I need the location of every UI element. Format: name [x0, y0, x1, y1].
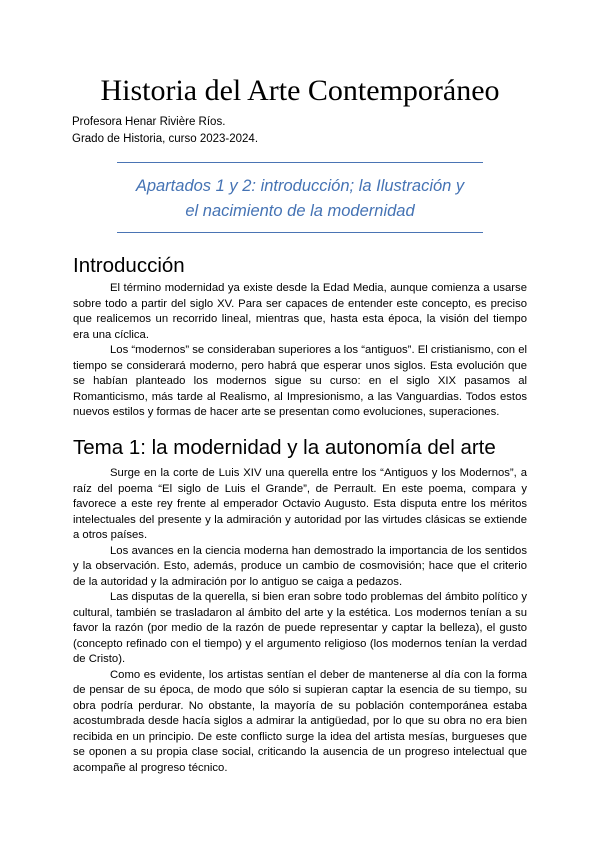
top-divider	[117, 162, 483, 163]
intro-paragraph: El término modernidad ya existe desde la Edad Media, aunque comienza a usarse sobre todo a partir del siglo XV. Para ser capaces de entender este concepto, es preciso que realicemos un recorrido lineal, mientras que, hasta esta época, la visión del tiempo era una cíclica.	[73, 282, 527, 341]
intro-paragraph: Los “modernos” se consideraban superiores a los “antiguos”. El cristianismo, con el tiempo se considerará moderno, pero habrá que esperar unos siglos. Esta evolución que se habían planteado los modernos sigue su curso: en el siglo XIX pasamos al Romanticismo, más tarde al Realismo, al Impresionismo, a las Vanguardias. Todos estos nuevos estilos y formas de hacer arte se presentan como evoluciones, superaciones.	[73, 344, 527, 418]
subtitle-line-1: Apartados 1 y 2: introducción; la Ilustración y	[135, 177, 465, 195]
professor-line: Profesora Henar Rivière Ríos.	[72, 116, 226, 128]
tema1-paragraph: Los avances en la ciencia moderna han demostrado la importancia de los sentidos y la observación. Esto, además, produce un cambio de cosmovisión; hace que el criterio de la autoridad y la admiración por lo antiguo se caiga a pedazos.	[73, 544, 527, 588]
tema1-paragraph: Surge en la corte de Luis XIV una querella entre los “Antiguos y los Modernos”, a raíz del poema “El siglo de Luis el Grande”, de Perrault. En este poema, compara y favorece a este rey frente al emperador Octavio Augusto. Esta disputa entre los méritos intelectuales del presente y la admiración y autoridad por las virtudes clásicas se extiende a otros países.	[73, 467, 527, 541]
heading-introduccion: Introducción	[73, 254, 185, 277]
heading-tema-1: Tema 1: la modernidad y la autonomía del arte	[73, 436, 496, 459]
intro-body	[73, 281, 527, 421]
section-subtitle	[95, 174, 505, 224]
tema1-body	[73, 466, 527, 776]
document-title: Historia del Arte Contemporáneo	[100, 74, 500, 107]
subtitle-line-2: el nacimiento de la modernidad	[185, 202, 415, 220]
tema1-paragraph: Como es evidente, los artistas sentían el deber de mantenerse al día con la forma de pensar de su época, de modo que sólo si supieran captar la esencia de su tiempo, su obra podría perdurar. No obstante, la mayoría de su población contemporánea estaba acostumbrada desde hacía siglos a admirar la antigüedad, por lo que su obra no era bien recibida en un principio. De este conflicto surge la idea del artista mesías, burgueses que se oponen a su propia clase social, criticando la ausencia de un progreso intelectual que acompañe al progreso técnico.	[73, 668, 527, 774]
bottom-divider	[117, 232, 483, 233]
course-line: Grado de Historia, curso 2023-2024.	[72, 133, 259, 145]
document-meta	[72, 114, 258, 148]
tema1-paragraph: Las disputas de la querella, si bien eran sobre todo problemas del ámbito político y cultural, también se trasladaron al ámbito del arte y la estética. Los modernos tenían a su favor la razón (por medio de la razón de puede representar y captar la belleza), el gusto (concepto refinado con el tiempo) y el argumento religioso (los modernos tenían la verdad de Cristo).	[73, 591, 527, 665]
